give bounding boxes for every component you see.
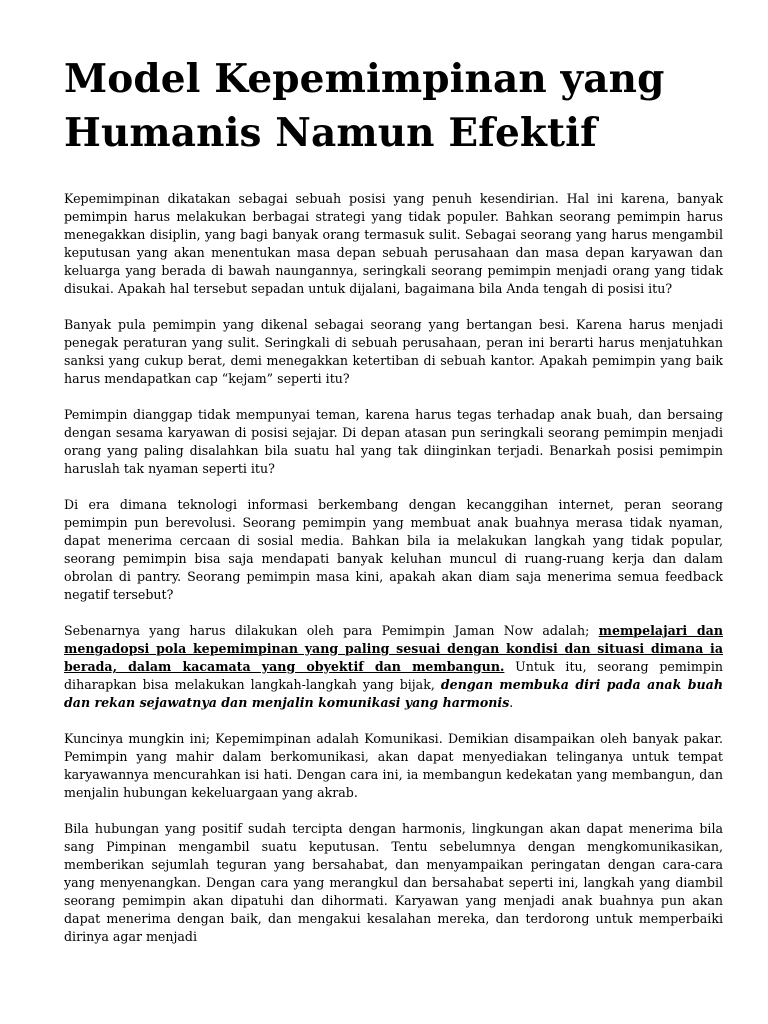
document-title: Model Kepemimpinan yang Humanis Namun Efektif <box>64 56 665 156</box>
paragraph-5 <box>64 622 723 712</box>
paragraph-5-emphasis: dengan membuka diri pada anak buah dan rekan sejawatnya dan menjalin komunikasi yang harmonis <box>64 677 723 710</box>
paragraph-4: Di era dimana teknologi informasi berkembang dengan kecanggihan internet, peran seorang pemimpin pun berevolusi. Seorang pemimpin yang membuat anak buahnya merasa tidak nyaman, dapat menerima cercaan di sosial media. Bahkan bila ia melakukan langkah yang tidak popular, seorang pemimpin bisa saja mendapati banyak keluhan muncul di ruang-ruang kerja dan dalam obrolan di pantry. Seorang pemimpin masa kini, apakah akan diam saja menerima semua feedback negatif tersebut? <box>64 497 723 602</box>
paragraph-5-underlined-text: mempelajari dan mengadopsi pola kepemimpinan yang paling sesuai dengan kondisi dan situasi dimana ia berada, dalam kacamata yang obyektif dan membangun. <box>64 623 723 674</box>
paragraph-5-intro: Sebenarnya yang harus dilakukan oleh para Pemimpin Jaman Now adalah; <box>64 623 599 638</box>
paragraph-3: Pemimpin dianggap tidak mempunyai teman, karena harus tegas terhadap anak buah, dan bersaing dengan sesama karyawan di posisi sejajar. Di depan atasan pun seringkali seorang pemimpin menjadi orang yang paling disalahkan bila suatu hal yang tak diinginkan terjadi. Benarkah posisi pemimpin haruslah tak nyaman seperti itu? <box>64 407 723 476</box>
paragraph-5-end: . <box>509 695 514 710</box>
paragraph-1: Kepemimpinan dikatakan sebagai sebuah posisi yang penuh kesendirian. Hal ini karena, banyak pemimpin harus melakukan berbagai strategi yang tidak populer. Bahkan seorang pemimpin harus menegakkan disiplin, yang bagi banyak orang termasuk sulit. Sebagai seorang yang harus mengambil keputusan yang akan menentukan masa depan sebuah perusahaan dan masa depan karyawan dan keluarga yang berada di bawah naungannya, seringkali seorang pemimpin menjadi orang yang tidak disukai. Apakah hal tersebut sepadan untuk dijalani, bagaimana bila Anda tengah di posisi itu? <box>64 191 723 296</box>
paragraph-5-middle: Untuk itu, seorang pemimpin diharapkan bisa melakukan langkah-langkah yang bijak, <box>64 659 723 692</box>
paragraph-7: Bila hubungan yang positif sudah tercipta dengan harmonis, lingkungan akan dapat menerima bila sang Pimpinan mengambil suatu keputusan. Tentu sebelumnya dengan mengkomunikasikan, memberikan sejumlah teguran yang bersahabat, dan menyampaikan peringatan dengan cara-cara yang menyenangkan. Dengan cara yang merangkul dan bersahabat seperti ini, langkah yang diambil seorang pemimpin akan dipatuhi dan dihormati. Karyawan yang menjadi anak buahnya pun akan dapat menerima dengan baik, dan mengakui kesalahan mereka, dan terdorong untuk memperbaiki dirinya agar menjadi <box>64 821 723 944</box>
paragraph-6: Kuncinya mungkin ini; Kepemimpinan adalah Komunikasi. Demikian disampaikan oleh banyak pakar. Pemimpin yang mahir dalam berkomunikasi, akan dapat menyediakan telinganya untuk tempat karyawannya mencurahkan isi hati. Dengan cara ini, ia membangun kedekatan yang membangun, dan menjalin hubungan kekeluargaan yang akrab. <box>64 731 723 800</box>
paragraph-2: Banyak pula pemimpin yang dikenal sebagai seorang yang bertangan besi. Karena harus menjadi penegak peraturan yang sulit. Seringkali di sebuah perusahaan, peran ini berarti harus menjatuhkan sanksi yang cukup berat, demi menegakkan ketertiban di sebuah kantor. Apakah pemimpin yang baik harus mendapatkan cap “kejam” seperti itu? <box>64 317 723 386</box>
